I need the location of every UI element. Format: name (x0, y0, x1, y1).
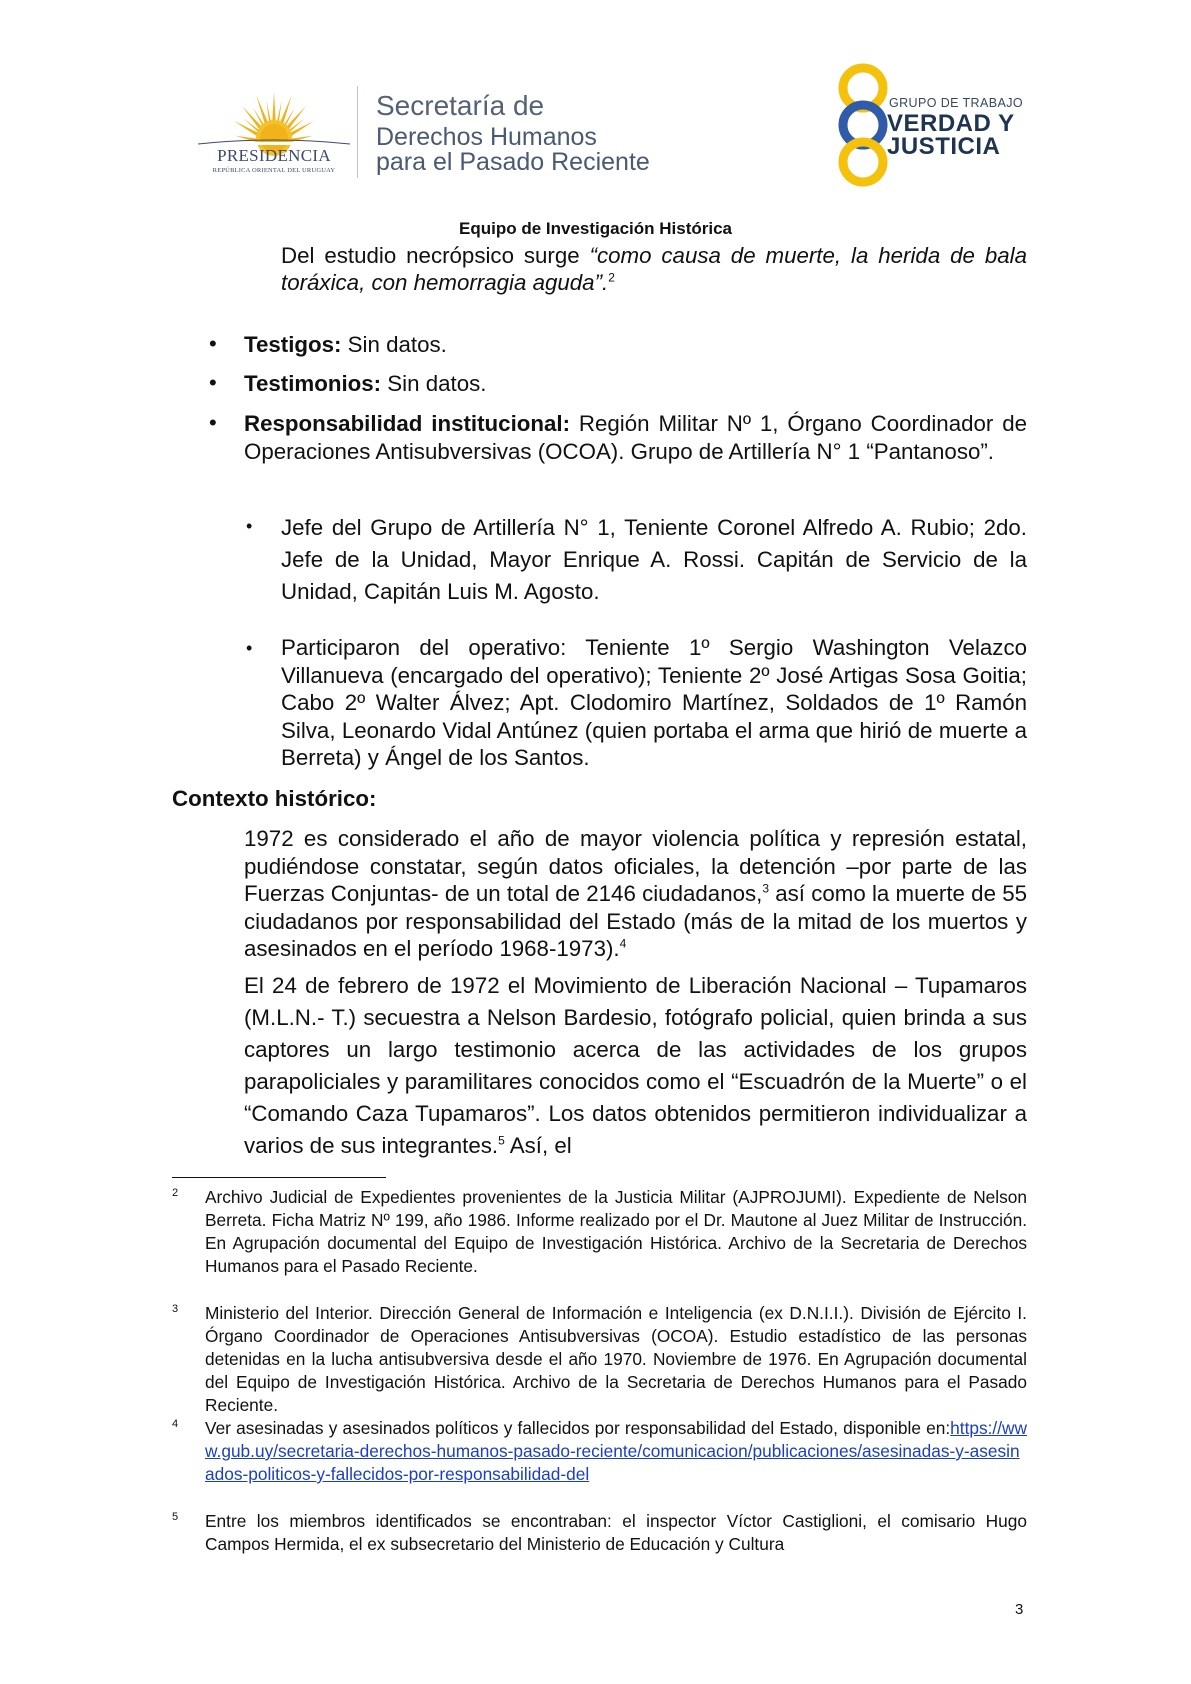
contexto-paragraph-2 (244, 970, 1027, 1162)
bullet-symbol: • (209, 410, 217, 435)
secretaria-line-2: Derechos Humanos (376, 123, 597, 151)
bullet-symbol: • (209, 370, 217, 395)
footnote-number: 5 (172, 1511, 179, 1523)
footnote-4-text (205, 1417, 1027, 1486)
sub-bullet-symbol: • (246, 516, 253, 536)
sub-bullet-symbol: • (246, 638, 253, 658)
testigos-label: Testigos: (244, 332, 342, 357)
contexto-heading-text: Contexto histórico: (172, 786, 377, 811)
footnote-5-text: Entre los miembros identificados se encontraban: el inspector Víctor Castiglioni, el comisario Hugo Campos Hermida, el ex subsecretario del Ministerio de Educación y Cultura (205, 1511, 1027, 1554)
contexto-paragraph-1 (244, 825, 1027, 963)
footnote-2-text: Archivo Judicial de Expedientes provenientes de la Justicia Militar (AJPROJUMI). Expediente de Nelson Berreta. Ficha Matriz Nº 199, año 1986. Informe realizado por el Dr. Mautone al Juez Militar de Instrucción. En Agrupación documental del Equipo de Investigación Histórica. Archivo de la Secretaria de Derechos Humanos para el Pasado Reciente. (205, 1187, 1027, 1276)
page-number: 3 (1015, 1601, 1024, 1618)
participantes-text: Participaron del operativo: Teniente 1º Sergio Washington Velazco Villanueva (encargado del operativo); Teniente 2º José Artigas Sosa Goitia; Cabo 2º Walter Álvez; Apt. Clodomiro Martínez, Soldados de 1º Ramón Silva, Leonardo Vidal Antúnez (quien portaba el arma que hirió de muerte a Berreta) y Ángel de los Santos. (281, 635, 1027, 770)
vj-title-line-2: JUSTICIA (887, 133, 1001, 160)
vj-small-label: GRUPO DE TRABAJO (889, 96, 1023, 110)
jefe-grupo-text: Jefe del Grupo de Artillería N° 1, Teniente Coronel Alfredo A. Rubio; 2do. Jefe de la Unidad, Mayor Enrique A. Rossi. Capitán de Servicio de la Unidad, Capitán Luis M. Agosto. (281, 515, 1027, 604)
page-header-title: Equipo de Investigación Histórica (459, 219, 732, 238)
secretaria-line-3: para el Pasado Reciente (376, 148, 650, 176)
presidencia-sublabel: REPÚBLICA ORIENTAL DEL URUGUAY (212, 167, 336, 174)
footnote-3-text: Ministerio del Interior. Dirección General de Información e Inteligencia (ex D.N.I.I.). División de Ejército I. Órgano Coordinador de Operaciones Antisubversivas (OCOA). Estudio estadístico de las personas detenidas en la lucha antisubversiva desde el año 1970. Noviembre de 1976. En Agrupación documental del Equipo de Investigación Histórica. Archivo de la Secretaria de Derechos Humanos para el Pasado Reciente. (205, 1303, 1027, 1415)
para2-b: Así, el (504, 1133, 572, 1158)
contexto-heading (172, 785, 376, 812)
footnote-rule (172, 1177, 386, 1178)
participantes-item (281, 634, 1027, 772)
footnote-4-body: Ver asesinadas y asesinados políticos y fallecidos por responsabilidad del Estado, disponible en: (205, 1418, 951, 1438)
necro-pre: Del estudio necrópsico surge (281, 243, 590, 268)
footnote-ref-3[interactable]: 3 (762, 881, 770, 896)
footnote-number: 2 (172, 1187, 179, 1199)
bullet-symbol: • (209, 331, 217, 356)
secretaria-line-1: Secretaría de (376, 90, 545, 121)
jefe-grupo-item (281, 512, 1027, 608)
testimonios-label: Testimonios: (244, 371, 382, 396)
responsabilidad-label: Responsabilidad institucional: (244, 411, 571, 436)
necropsy-paragraph (281, 242, 1027, 296)
footnote-ref-5[interactable]: 5 (498, 1133, 505, 1148)
footnote-ref-4[interactable]: 4 (619, 936, 627, 951)
vj-title-line-1: VERDAD Y (887, 110, 1015, 137)
footnote-number: 3 (172, 1303, 179, 1315)
para1-a: 1972 es considerado el año de mayor violencia política y represión estatal, pudiéndose constatar, según datos oficiales, la detención –por parte de las Fuerzas Conjuntas- de un total de 2146 ciudadanos, (244, 826, 1027, 906)
footnote-4-link[interactable]: https://www.gub.uy/secretaria-derechos-humanos-pasado-reciente/comunicacion/publicaciones/asesinadas-y-asesinados-politicos-y-fallecidos-por-responsabilidad-del (205, 1418, 1027, 1484)
presidencia-label: PRESIDENCIA (217, 146, 331, 165)
footnote-number: 4 (172, 1418, 179, 1430)
testigos-value: Sin datos. (341, 332, 447, 357)
testimonios-item (244, 370, 1027, 397)
header-divider (357, 86, 358, 178)
testigos-item (244, 331, 1027, 358)
para2-a: El 24 de febrero de 1972 el Movimiento de Liberación Nacional – Tupamaros (M.L.N.- T.) secuestra a Nelson Bardesio, fotógrafo policial, quien brinda a sus captores un largo testimonio acerca de las actividades de los grupos parapoliciales y paramilitares conocidos como el “Escuadrón de la Muerte” o el “Comando Caza Tupamaros”. Los datos obtenidos permitieron individualizar a varios de sus integrantes. (244, 973, 1027, 1158)
responsabilidad-item (244, 410, 1027, 466)
responsabilidad-value: Región Militar Nº 1, Órgano Coordinador de Operaciones Antisubversivas (OCOA). Grupo de Artillería N° 1 “Pantanoso”. (244, 411, 1027, 464)
testimonios-value: Sin datos. (381, 371, 487, 396)
footnote-ref-2[interactable]: 2 (608, 270, 615, 285)
necro-quote: “como causa de muerte, la herida de bala toráxica, con hemorragia aguda”. (281, 243, 1027, 295)
para1-b: así como la muerte de 55 ciudadanos por responsabilidad del Estado (más de la mitad de los muertos y asesinados en el período 1968-1973). (244, 881, 1027, 961)
